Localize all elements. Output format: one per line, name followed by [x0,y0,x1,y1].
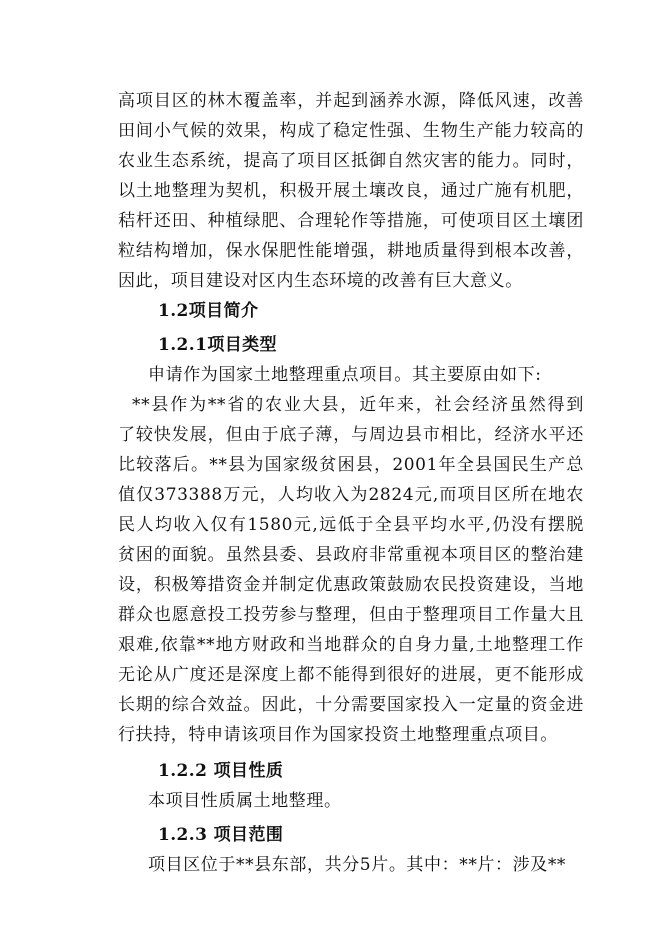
paragraph-line: 粒结构增加，保水保肥性能增强，耕地质量得到根本改善， [118,241,584,261]
paragraph-line: 无论从广度还是深度上都不能得到很好的进展，更不能形成 [118,665,584,685]
paragraph-lead: 申请作为国家土地整理重点项目。其主要原由如下: [148,365,542,385]
paragraph-line: 高项目区的林木覆盖率，并起到涵养水源，降低风速，改善 [118,91,584,111]
section-heading-1-2-3: 1.2.3 项目范围 [158,825,284,845]
paragraph-line: 了较快发展，但由于底子薄，与周边县市相比，经济水平还 [118,425,584,445]
paragraph-line: 艰难,依靠**地方财政和当地群众的自身力量,土地整理工作 [118,635,584,655]
paragraph-text: 项目区位于**县东部，共分5片。其中：**片：涉及** [148,855,567,875]
section-heading-1-2: 1.2项目简介 [158,301,259,321]
paragraph-line: 贫困的面貌。虽然县委、县政府非常重视本项目区的整治建 [118,545,584,565]
paragraph-line: 群众也愿意投工投劳参与整理，但由于整理项目工作量大且 [118,605,584,625]
paragraph-line: 农业生态系统，提高了项目区抵御自然灾害的能力。同时， [118,151,584,171]
paragraph-line: **县作为**省的农业大县，近年来，社会经济虽然得到 [132,395,584,415]
paragraph-line: 以土地整理为契机，积极开展土壤改良，通过广施有机肥， [118,181,584,201]
section-heading-1-2-1: 1.2.1项目类型 [158,335,277,355]
paragraph-line: 长期的综合效益。因此，十分需要国家投入一定量的资金进 [118,695,584,715]
paragraph-line: 民人均收入仅有1580元,远低于全县平均水平,仍没有摆脱 [118,515,584,535]
paragraph-line: 因此，项目建设对区内生态环境的改善有巨大意义。 [118,271,523,291]
paragraph-line: 秸杆还田、种植绿肥、合理轮作等措施，可使项目区土壤团 [118,211,584,231]
paragraph-line: 比较落后。**县为国家级贫困县，2001年全县国民生产总 [118,455,584,475]
paragraph-line: 值仅373388万元，人均收入为2824元,而项目区所在地农 [118,485,584,505]
paragraph-text: 本项目性质属土地整理。 [148,791,342,811]
paragraph-line: 行扶持，特申请该项目作为国家投资土地整理重点项目。 [118,725,558,745]
section-heading-1-2-2: 1.2.2 项目性质 [158,761,284,781]
paragraph-line: 田间小气候的效果，构成了稳定性强、生物生产能力较高的 [118,121,584,141]
paragraph-line: 设，积极筹措资金并制定优惠政策鼓励农民投资建设，当地 [118,575,584,595]
